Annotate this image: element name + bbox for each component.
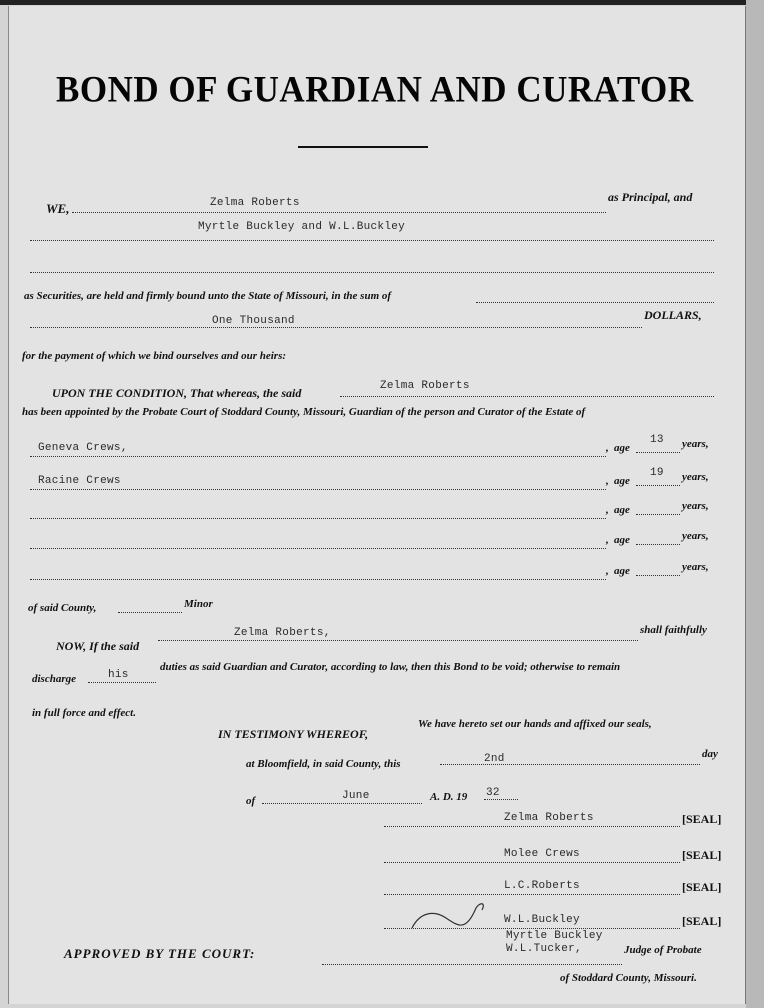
age-label: age — [614, 504, 630, 516]
age-line — [636, 452, 680, 453]
age-label: age — [614, 442, 630, 454]
age-line — [636, 575, 680, 576]
minor-comma: , — [606, 534, 609, 546]
years-label: years, — [682, 530, 709, 542]
discharge-label: discharge — [32, 673, 76, 685]
minor-name-line — [30, 579, 606, 580]
signature-line — [384, 862, 680, 863]
sum-line-2 — [30, 327, 642, 328]
faithfully-label: shall faithfully — [640, 624, 707, 636]
age-label: age — [614, 565, 630, 577]
minor-comma: , — [606, 442, 609, 454]
minor-comma: , — [606, 565, 609, 577]
we-label: WE, — [46, 201, 70, 216]
year-line — [484, 799, 518, 800]
condition-name: Zelma Roberts — [380, 380, 470, 392]
minor-name-line — [30, 518, 606, 519]
condition-line — [340, 396, 714, 397]
month-line — [262, 803, 422, 804]
minor-name-line — [30, 456, 606, 457]
sum-line-1 — [476, 302, 714, 303]
signature-line — [384, 826, 680, 827]
pronoun-line — [88, 682, 156, 683]
securities-names: Myrtle Buckley and W.L.Buckley — [198, 221, 406, 233]
now-name: Zelma Roberts, — [234, 627, 331, 639]
year-value: 32 — [486, 787, 500, 799]
seal-label: [SEAL] — [682, 848, 722, 862]
now-label: NOW, If the said — [56, 639, 140, 653]
principal-line — [72, 212, 606, 213]
years-label: years, — [682, 438, 709, 450]
appointed-clause: has been appointed by the Probate Court of Stoddard County, Missouri, Guardian of the person and Curator of the Estate of — [22, 406, 586, 418]
page-top-edge — [0, 0, 764, 5]
judge-label: Judge of Probate — [624, 944, 702, 956]
county-line — [118, 612, 182, 613]
principal-name: Zelma Roberts — [210, 197, 300, 209]
judge-line — [322, 964, 622, 965]
signature-line — [384, 894, 680, 895]
securities-line-1 — [30, 240, 714, 241]
minor-age: 13 — [650, 434, 664, 446]
age-line — [636, 514, 680, 515]
signer-name: Molee Crews — [504, 848, 580, 860]
county-label: of Stoddard County, Missouri. — [560, 972, 697, 984]
age-line — [636, 485, 680, 486]
day-value: 2nd — [484, 753, 505, 765]
signer-name: L.C.Roberts — [504, 880, 580, 892]
pronoun: his — [108, 669, 129, 681]
minor-name: Racine Crews — [38, 475, 121, 487]
minors-label: Minor — [184, 598, 213, 610]
minor-comma: , — [606, 504, 609, 516]
at-bloomfield-label: at Bloomfield, in said County, this — [246, 758, 401, 770]
minor-name: Geneva Crews, — [38, 442, 128, 454]
securities-line-2 — [30, 272, 714, 273]
years-label: years, — [682, 561, 709, 573]
securities-clause: as Securities, are held and firmly bound unto the State of Missouri, in the sum of — [24, 290, 392, 302]
full-force-label: in full force and effect. — [32, 707, 136, 719]
now-line — [158, 640, 638, 641]
signer-name: W.L.Buckley — [504, 914, 580, 926]
years-label: years, — [682, 500, 709, 512]
signer-name: Zelma Roberts — [504, 812, 594, 824]
sum-text: One Thousand — [212, 315, 295, 327]
approval-name-2: W.L.Tucker, — [506, 943, 582, 955]
minor-comma: , — [606, 475, 609, 487]
seal-label: [SEAL] — [682, 812, 722, 826]
dollars-label: DOLLARS, — [644, 308, 702, 322]
testimony-clause: We have hereto set our hands and affixed our seals, — [418, 718, 652, 730]
age-label: age — [614, 475, 630, 487]
seal-label: [SEAL] — [682, 880, 722, 894]
page-right-edge — [746, 0, 764, 1008]
minor-name-line — [30, 489, 606, 490]
payment-clause: for the payment of which we bind ourselves and our heirs: — [22, 350, 287, 362]
age-label: age — [614, 534, 630, 546]
title-rule — [298, 146, 428, 148]
month-value: June — [342, 790, 370, 802]
bond-form-sheet — [8, 6, 746, 1004]
minor-age: 19 — [650, 467, 664, 479]
condition-label: UPON THE CONDITION, That whereas, the said — [52, 386, 302, 400]
years-label: years, — [682, 471, 709, 483]
approved-label: APPROVED BY THE COURT: — [64, 946, 256, 961]
handwritten-signature-mark — [410, 898, 500, 938]
document-title: BOND OF GUARDIAN AND CURATOR — [56, 69, 694, 110]
of-county-label: of said County, — [28, 602, 97, 614]
day-line — [440, 764, 700, 765]
approval-name-1: Myrtle Buckley — [506, 930, 603, 942]
seal-label: [SEAL] — [682, 914, 722, 928]
ad-label: A. D. 19 — [430, 791, 468, 803]
minor-name-line — [30, 548, 606, 549]
day-label: day — [702, 748, 718, 760]
duties-clause: duties as said Guardian and Curator, according to law, then this Bond to be void; otherwise to remain — [160, 661, 621, 673]
as-principal-label: as Principal, and — [608, 190, 693, 204]
of-label: of — [246, 795, 256, 807]
testimony-label: IN TESTIMONY WHEREOF, — [218, 727, 369, 741]
age-line — [636, 544, 680, 545]
